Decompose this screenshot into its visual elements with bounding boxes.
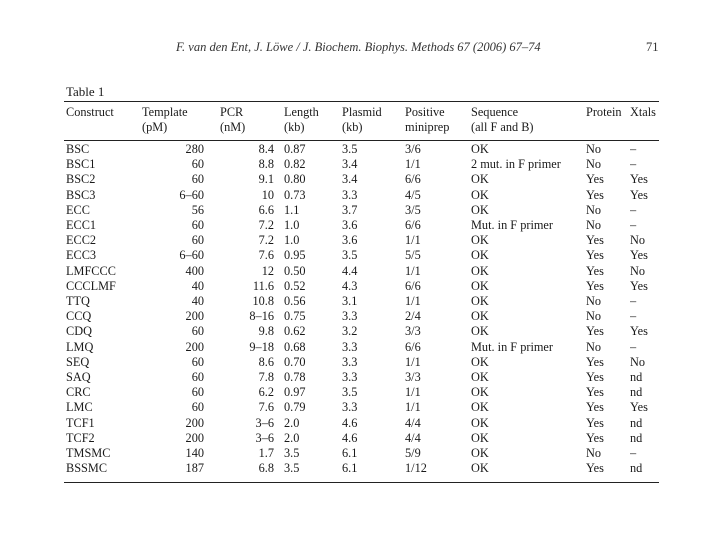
cell-protein: Yes	[586, 385, 604, 400]
column-header-construct	[64, 120, 140, 135]
cell-positive: 1/1	[405, 354, 421, 369]
cell-pcr: 8–16	[249, 309, 274, 324]
table-row	[64, 188, 659, 203]
cell-sequence: OK	[471, 309, 489, 324]
cell-positive: 4/4	[405, 430, 421, 445]
cell-sequence: OK	[471, 324, 489, 339]
cell-protein: No	[586, 157, 602, 172]
cell-construct: BSC3	[66, 187, 96, 202]
table-row	[64, 461, 659, 476]
cell-template: 40	[191, 294, 204, 309]
cell-template: 200	[185, 339, 204, 354]
cell-positive: 6/6	[405, 172, 421, 187]
cell-positive: 3/6	[405, 142, 421, 156]
cell-length: 0.73	[284, 187, 306, 202]
cell-pcr: 7.2	[258, 233, 274, 248]
cell-pcr: 12	[261, 263, 274, 278]
cell-plasmid: 3.4	[342, 157, 358, 172]
cell-template: 140	[185, 446, 204, 461]
cell-length: 0.50	[284, 263, 306, 278]
cell-length: 1.0	[284, 218, 300, 233]
table-header	[64, 105, 659, 135]
cell-plasmid: 4.6	[342, 430, 358, 445]
cell-length: 0.97	[284, 385, 306, 400]
cell-protein: Yes	[586, 370, 604, 385]
cell-xtals: Yes	[630, 248, 648, 263]
cell-positive: 1/1	[405, 400, 421, 415]
cell-positive: 5/5	[405, 248, 421, 263]
cell-protein: No	[586, 309, 602, 324]
column-header-plasmid: Plasmid	[342, 105, 382, 119]
cell-template: 200	[185, 415, 204, 430]
table-row	[64, 157, 659, 172]
cell-pcr: 11.6	[252, 278, 274, 293]
cell-pcr: 3–6	[255, 415, 274, 430]
cell-protein: No	[586, 202, 602, 217]
cell-protein: No	[586, 294, 602, 309]
cell-pcr: 8.4	[258, 142, 274, 156]
column-header-pcr: PCR	[220, 105, 244, 119]
running-head: F. van den Ent, J. Löwe / J. Biochem. Biophys. Methods 67 (2006) 67–74	[176, 40, 541, 54]
cell-protein: Yes	[586, 187, 604, 202]
column-header-xtals	[630, 120, 659, 135]
cell-sequence: OK	[471, 142, 489, 156]
table-row	[64, 370, 659, 385]
cell-sequence: OK	[471, 263, 489, 278]
cell-construct: LMQ	[66, 339, 94, 354]
cell-plasmid: 3.3	[342, 370, 358, 385]
cell-protein: Yes	[586, 172, 604, 187]
cell-construct: TCF1	[66, 415, 95, 430]
cell-construct: ECC1	[66, 218, 97, 233]
column-header-length: (kb)	[284, 120, 305, 134]
cell-sequence: OK	[471, 233, 489, 248]
cell-positive: 1/1	[405, 263, 421, 278]
cell-template: 400	[185, 263, 204, 278]
cell-sequence: OK	[471, 430, 489, 445]
table-row	[64, 294, 659, 309]
table-row	[64, 142, 659, 157]
cell-plasmid: 3.5	[342, 142, 358, 156]
table-row	[64, 400, 659, 415]
cell-pcr: 6.8	[258, 461, 274, 476]
cell-length: 1.0	[284, 233, 300, 248]
cell-protein: Yes	[586, 324, 604, 339]
cell-protein: Yes	[586, 263, 604, 278]
cell-length: 3.5	[284, 461, 300, 476]
cell-plasmid: 3.4	[342, 172, 358, 187]
cell-pcr: 8.8	[258, 157, 274, 172]
cell-xtals: Yes	[630, 400, 648, 415]
cell-pcr: 7.2	[258, 218, 274, 233]
cell-xtals: Yes	[630, 278, 648, 293]
cell-length: 0.70	[284, 354, 306, 369]
table-row	[64, 340, 659, 355]
column-header-xtals: Xtals	[630, 105, 656, 119]
cell-xtals: –	[630, 218, 637, 233]
table-row	[64, 446, 659, 461]
cell-sequence: Mut. in F primer	[471, 218, 553, 233]
cell-template: 60	[191, 172, 204, 187]
cell-positive: 5/9	[405, 446, 421, 461]
cell-protein: No	[586, 142, 602, 156]
cell-construct: ECC3	[66, 248, 97, 263]
header-row	[64, 105, 659, 120]
cell-xtals: nd	[630, 415, 643, 430]
cell-template: 6–60	[179, 187, 204, 202]
cell-length: 2.0	[284, 415, 300, 430]
cell-pcr: 6.2	[258, 385, 274, 400]
cell-sequence: 2 mut. in F primer	[471, 157, 561, 172]
cell-plasmid: 3.6	[342, 233, 358, 248]
cell-sequence: OK	[471, 202, 489, 217]
cell-pcr: 7.6	[258, 248, 274, 263]
cell-plasmid: 3.3	[342, 339, 358, 354]
cell-sequence: OK	[471, 370, 489, 385]
cell-sequence: OK	[471, 172, 489, 187]
cell-construct: LMFCCC	[66, 263, 116, 278]
cell-template: 40	[191, 278, 204, 293]
cell-protein: Yes	[586, 415, 604, 430]
cell-plasmid: 3.3	[342, 400, 358, 415]
cell-pcr: 10	[261, 187, 274, 202]
table-row	[64, 233, 659, 248]
table-row	[64, 264, 659, 279]
cell-protein: Yes	[586, 400, 604, 415]
cell-construct: TCF2	[66, 430, 95, 445]
cell-pcr: 10.8	[252, 294, 274, 309]
cell-sequence: OK	[471, 461, 489, 476]
column-header-template: Template	[142, 105, 188, 119]
cell-template: 60	[191, 218, 204, 233]
cell-length: 1.1	[284, 202, 300, 217]
page-number: 71	[646, 40, 659, 54]
cell-construct: BSC1	[66, 157, 96, 172]
column-header-construct: Construct	[66, 105, 114, 119]
column-header-sequence: (all F and B)	[471, 120, 534, 134]
cell-pcr: 3–6	[255, 430, 274, 445]
cell-template: 60	[191, 370, 204, 385]
table-row	[64, 309, 659, 324]
cell-positive: 3/5	[405, 202, 421, 217]
cell-xtals: –	[630, 446, 637, 461]
cell-plasmid: 4.3	[342, 278, 358, 293]
cell-template: 60	[191, 233, 204, 248]
cell-construct: SAQ	[66, 370, 91, 385]
cell-positive: 1/1	[405, 294, 421, 309]
cell-xtals: nd	[630, 385, 643, 400]
cell-plasmid: 3.5	[342, 385, 358, 400]
cell-template: 200	[185, 309, 204, 324]
table-row	[64, 248, 659, 263]
cell-length: 0.87	[284, 142, 306, 156]
cell-construct: ECC2	[66, 233, 97, 248]
cell-length: 0.52	[284, 278, 306, 293]
cell-positive: 2/4	[405, 309, 421, 324]
cell-length: 0.78	[284, 370, 306, 385]
cell-pcr: 9.1	[258, 172, 274, 187]
cell-xtals: –	[630, 142, 637, 156]
cell-xtals: No	[630, 233, 646, 248]
cell-construct: CCQ	[66, 309, 92, 324]
cell-plasmid: 3.2	[342, 324, 358, 339]
cell-construct: CRC	[66, 385, 91, 400]
column-header-pcr: (nM)	[220, 120, 246, 134]
cell-positive: 3/3	[405, 370, 421, 385]
cell-xtals: nd	[630, 430, 643, 445]
cell-length: 2.0	[284, 430, 300, 445]
cell-pcr: 9.8	[258, 324, 274, 339]
column-header-protein	[586, 120, 630, 135]
cell-sequence: OK	[471, 294, 489, 309]
cell-protein: Yes	[586, 461, 604, 476]
cell-xtals: nd	[630, 370, 643, 385]
cell-template: 60	[191, 157, 204, 172]
cell-plasmid: 3.3	[342, 309, 358, 324]
cell-sequence: OK	[471, 415, 489, 430]
cell-positive: 3/3	[405, 324, 421, 339]
cell-positive: 1/1	[405, 233, 421, 248]
cell-xtals: –	[630, 157, 637, 172]
cell-length: 0.79	[284, 400, 306, 415]
cell-construct: BSC2	[66, 172, 96, 187]
cell-length: 0.75	[284, 309, 306, 324]
cell-construct: BSSMC	[66, 461, 108, 476]
cell-template: 60	[191, 324, 204, 339]
cell-sequence: OK	[471, 278, 489, 293]
cell-xtals: Yes	[630, 324, 648, 339]
cell-plasmid: 6.1	[342, 461, 358, 476]
cell-sequence: OK	[471, 187, 489, 202]
cell-protein: Yes	[586, 248, 604, 263]
cell-template: 60	[191, 385, 204, 400]
cell-plasmid: 3.1	[342, 294, 358, 309]
table-row	[64, 203, 659, 218]
cell-template: 60	[191, 400, 204, 415]
cell-construct: TMSMC	[66, 446, 111, 461]
column-header-positive: Positive	[405, 105, 445, 119]
cell-plasmid: 4.6	[342, 415, 358, 430]
cell-xtals: –	[630, 309, 637, 324]
header-row	[64, 120, 659, 135]
cell-length: 0.82	[284, 157, 306, 172]
table-row	[64, 416, 659, 431]
cell-protein: No	[586, 446, 602, 461]
cell-plasmid: 6.1	[342, 446, 358, 461]
cell-protein: Yes	[586, 354, 604, 369]
cell-positive: 1/12	[405, 461, 427, 476]
cell-template: 200	[185, 430, 204, 445]
cell-plasmid: 3.6	[342, 218, 358, 233]
cell-construct: ECC	[66, 202, 90, 217]
cell-length: 0.80	[284, 172, 306, 187]
table-row	[64, 324, 659, 339]
cell-pcr: 1.7	[258, 446, 274, 461]
cell-xtals: No	[630, 263, 646, 278]
cell-xtals: –	[630, 202, 637, 217]
cell-construct: SEQ	[66, 354, 90, 369]
cell-sequence: Mut. in F primer	[471, 339, 553, 354]
cell-positive: 1/1	[405, 385, 421, 400]
cell-xtals: –	[630, 294, 637, 309]
table-row	[64, 431, 659, 446]
cell-positive: 4/4	[405, 415, 421, 430]
table-row	[64, 385, 659, 400]
cell-sequence: OK	[471, 354, 489, 369]
cell-construct: CCCLMF	[66, 278, 116, 293]
cell-protein: No	[586, 218, 602, 233]
cell-template: 56	[191, 202, 204, 217]
cell-pcr: 9–18	[249, 339, 274, 354]
column-header-sequence: Sequence	[471, 105, 519, 119]
cell-construct: TTQ	[66, 294, 90, 309]
cell-construct: CDQ	[66, 324, 92, 339]
cell-sequence: OK	[471, 446, 489, 461]
column-header-plasmid: (kb)	[342, 120, 363, 134]
cell-plasmid: 4.4	[342, 263, 358, 278]
cell-xtals: nd	[630, 461, 643, 476]
cell-length: 3.5	[284, 446, 300, 461]
cell-protein: Yes	[586, 430, 604, 445]
cell-plasmid: 3.5	[342, 248, 358, 263]
data-table	[64, 142, 659, 476]
cell-pcr: 7.8	[258, 370, 274, 385]
cell-xtals: Yes	[630, 172, 648, 187]
cell-sequence: OK	[471, 248, 489, 263]
cell-construct: LMC	[66, 400, 93, 415]
cell-sequence: OK	[471, 400, 489, 415]
cell-positive: 6/6	[405, 218, 421, 233]
cell-xtals: Yes	[630, 187, 648, 202]
cell-positive: 1/1	[405, 157, 421, 172]
column-header-length: Length	[284, 105, 319, 119]
cell-sequence: OK	[471, 385, 489, 400]
cell-xtals: No	[630, 354, 646, 369]
cell-template: 187	[185, 461, 204, 476]
cell-pcr: 7.6	[258, 400, 274, 415]
cell-plasmid: 3.3	[342, 354, 358, 369]
table-header-rule	[64, 140, 659, 141]
column-header-positive: miniprep	[405, 120, 450, 134]
table-bottom-rule	[64, 482, 659, 483]
cell-protein: Yes	[586, 278, 604, 293]
column-header-template: (pM)	[142, 120, 168, 134]
cell-protein: No	[586, 339, 602, 354]
cell-xtals: –	[630, 339, 637, 354]
cell-plasmid: 3.7	[342, 202, 358, 217]
table-row	[64, 355, 659, 370]
table-row	[64, 279, 659, 294]
cell-positive: 4/5	[405, 187, 421, 202]
column-header-protein: Protein	[586, 105, 622, 119]
cell-length: 0.56	[284, 294, 306, 309]
table-row	[64, 218, 659, 233]
cell-plasmid: 3.3	[342, 187, 358, 202]
table-title: Table 1	[66, 84, 105, 99]
cell-length: 0.68	[284, 339, 306, 354]
cell-length: 0.62	[284, 324, 306, 339]
cell-positive: 6/6	[405, 339, 421, 354]
cell-construct: BSC	[66, 142, 90, 156]
cell-pcr: 6.6	[258, 202, 274, 217]
cell-template: 280	[185, 142, 204, 156]
cell-protein: Yes	[586, 233, 604, 248]
cell-positive: 6/6	[405, 278, 421, 293]
cell-pcr: 8.6	[258, 354, 274, 369]
cell-template: 6–60	[179, 248, 204, 263]
table-row	[64, 172, 659, 187]
table-top-rule	[64, 101, 659, 102]
cell-template: 60	[191, 354, 204, 369]
cell-length: 0.95	[284, 248, 306, 263]
